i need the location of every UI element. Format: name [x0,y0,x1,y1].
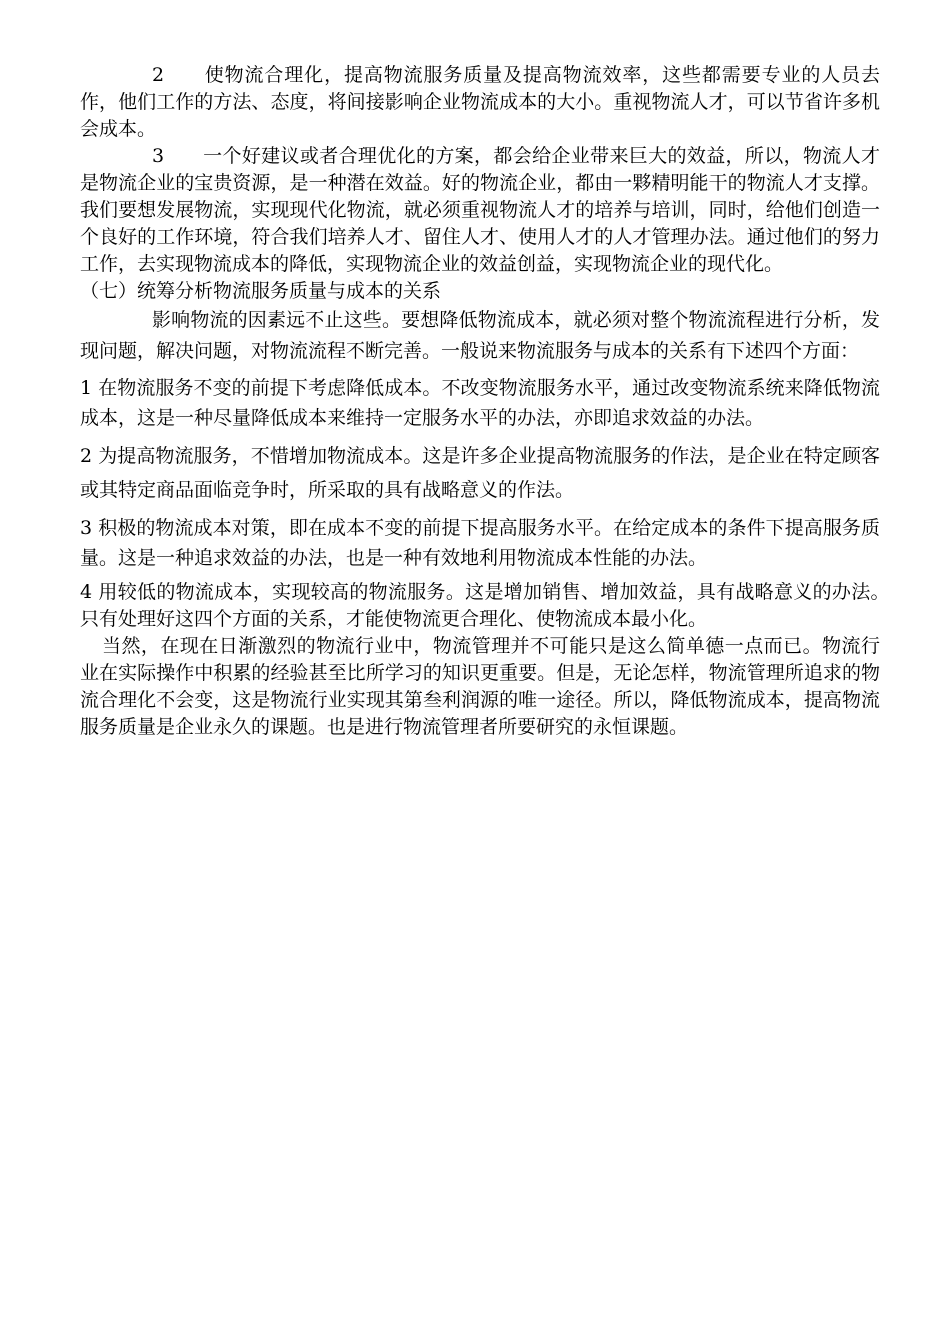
paragraph-talent-resource: 3 一个好建议或者合理优化的方案，都会给企业带来巨大的效益，所以，物流人才是物流企业的宝贵资源，是一种潜在效益。好的物流企业，都由一夥精明能干的物流人才支撑。我们要想发展物流，实现现代化物流，就必须重视物流人才的培养与培训，同时，给他们创造一个良好的工作环境，符合我们培养人才、留住人才、使用人才的人才管理办法。通过他们的努力工作，去实现物流成本的降低，实现物流企业的效益创益，实现物流企业的现代化。 [80,145,880,275]
document-page [80,62,900,741]
paragraph-talent-rationalization: 2 使物流合理化，提高物流服务质量及提高物流效率，这些都需要专业的人员去作，他们工作的方法、态度，将间接影响企业物流成本的大小。重视物流人才，可以节省许多机会成本。 [80,64,880,140]
paragraph-conclusion: 当然，在现在日渐激烈的物流行业中，物流管理并不可能只是这么简单德一点而已。物流行业在实际操作中积累的经验甚至比所学习的知识更重要。但是，无论怎样，物流管理所追求的物流合理化不会变，这是物流行业实现其第叁利润源的唯一途径。所以，降低物流成本，提高物流服务质量是企业永久的课题。也是进行物流管理者所要研究的永恒课题。 [80,635,880,738]
list-item-2: 2 为提高物流服务，不惜增加物流成本。这是许多企业提高物流服务的作法，是企业在特定顾客或其特定商品面临竞争时，所采取的具有战略意义的作法。 [80,445,880,501]
paragraph-influencing-factors: 影响物流的因素远不止这些。要想降低物流成本，就必须对整个物流流程进行分析，发现问题，解决问题，对物流流程不断完善。一般说来物流服务与成本的关系有下述四个方面： [80,309,880,362]
section-heading: （七）统筹分析物流服务质量与成本的关系 [80,280,442,302]
list-item-4: 4 用较低的物流成本，实现较高的物流服务。这是增加销售、增加效益，具有战略意义的办法。 只有处理好这四个方面的关系，才能使物流更合理化、使物流成本最小化。 [80,581,900,630]
list-item-3: 3 积极的物流成本对策，即在成本不变的前提下提高服务水平。在给定成本的条件下提高服务质量。这是一种追求效益的办法，也是一种有效地利用物流成本性能的办法。 [80,517,880,569]
list-item-1: 1 在物流服务不变的前提下考虑降低成本。不改变物流服务水平，通过改变物流系统来降低物流成本，这是一种尽量降低成本来维持一定服务水平的办法，亦即追求效益的办法。 [80,377,880,429]
